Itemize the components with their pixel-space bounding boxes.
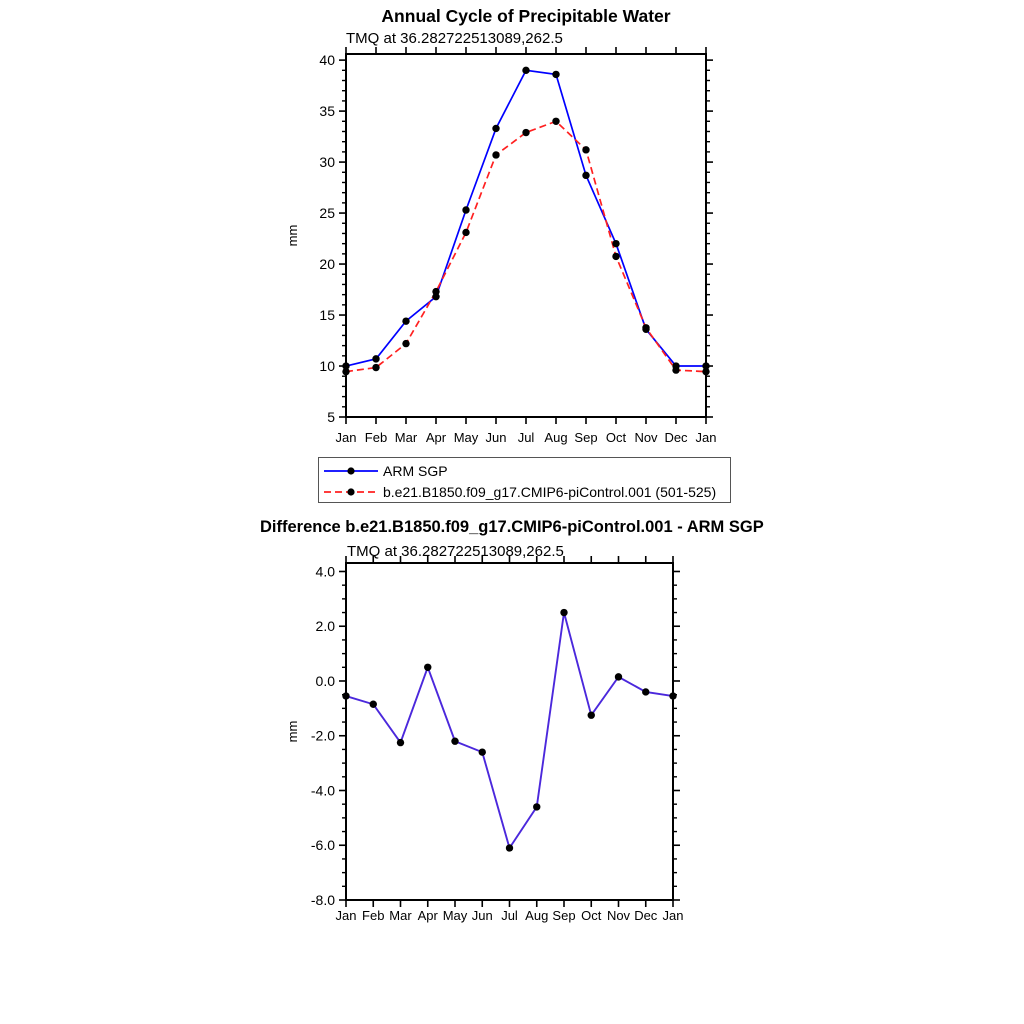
y-tick-label: 40 — [319, 52, 335, 69]
x-tick-label: Oct — [605, 430, 627, 445]
x-tick-label: Jan — [335, 430, 357, 445]
x-tick-label: Nov — [634, 430, 658, 445]
x-tick-label: Apr — [425, 430, 447, 445]
x-tick-label: Jul — [501, 908, 518, 923]
data-point-marker — [462, 206, 469, 213]
legend-line-sample-dashed — [322, 484, 380, 500]
x-tick-label: Jan — [335, 908, 357, 923]
x-tick-label: Oct — [581, 908, 602, 923]
x-tick-label: Sep — [574, 430, 598, 445]
x-tick-label: May — [453, 430, 479, 445]
y-tick-label: 5 — [327, 408, 335, 425]
difference-chart-subtitle: TMQ at 36.282722513089,262.5 — [347, 543, 564, 560]
data-point-marker — [560, 609, 567, 616]
y-tick-label: 0.0 — [315, 672, 335, 689]
x-tick-label: Mar — [389, 908, 412, 923]
data-point-marker — [342, 692, 349, 699]
data-point-marker — [612, 253, 619, 260]
legend-line-sample-solid — [322, 463, 380, 479]
data-point-marker — [424, 664, 431, 671]
y-tick-label: 4.0 — [315, 563, 335, 580]
data-point-marker — [432, 288, 439, 295]
y-tick-label: -8.0 — [310, 891, 335, 908]
data-point-marker — [370, 701, 377, 708]
x-tick-label: Feb — [362, 908, 385, 923]
x-tick-label: Mar — [394, 430, 418, 445]
data-point-marker — [506, 844, 513, 851]
legend-box — [318, 457, 731, 503]
data-point-marker — [451, 738, 458, 745]
data-point-marker — [582, 146, 589, 153]
legend-marker-dot — [347, 467, 354, 474]
legend-entry-model — [322, 481, 730, 502]
data-point-marker — [612, 240, 619, 247]
data-point-marker — [702, 368, 709, 375]
data-point-marker — [522, 67, 529, 74]
x-tick-label: Jul — [517, 430, 535, 445]
data-point-marker — [669, 692, 676, 699]
series-line-0 — [346, 70, 706, 366]
plot-border — [346, 54, 706, 417]
data-point-marker — [642, 324, 649, 331]
chart-1 — [285, 556, 683, 923]
y-tick-label: -4.0 — [310, 782, 335, 799]
x-tick-label: Jun — [485, 430, 507, 445]
y-tick-label: -2.0 — [310, 727, 335, 744]
x-tick-label: Nov — [606, 908, 631, 923]
data-point-marker — [402, 317, 409, 324]
y-tick-label: -6.0 — [310, 837, 335, 854]
legend-label: ARM SGP — [383, 462, 448, 479]
x-tick-label: Dec — [634, 908, 658, 923]
data-point-marker — [397, 739, 404, 746]
series-line-0 — [346, 613, 673, 848]
data-point-marker — [342, 368, 349, 375]
x-tick-label: Aug — [544, 430, 568, 445]
data-point-marker — [372, 364, 379, 371]
y-tick-label: 15 — [319, 306, 335, 323]
data-point-marker — [402, 340, 409, 347]
data-point-marker — [533, 803, 540, 810]
data-point-marker — [372, 355, 379, 362]
data-point-marker — [672, 366, 679, 373]
data-point-marker — [479, 748, 486, 755]
y-tick-label: 20 — [319, 255, 335, 272]
x-tick-label: Jun — [471, 908, 493, 923]
y-tick-label: 10 — [319, 357, 335, 374]
y-axis-label: mm — [285, 720, 300, 743]
data-point-marker — [588, 712, 595, 719]
top-chart-title: Annual Cycle of Precipitable Water — [381, 6, 671, 26]
data-point-marker — [492, 125, 499, 132]
series-line-1 — [346, 121, 706, 371]
legend-label: b.e21.B1850.f09_g17.CMIP6-piControl.001 (501-525) — [383, 483, 717, 500]
legend-marker-dot — [347, 488, 354, 495]
x-tick-label: May — [442, 908, 468, 923]
data-point-marker — [522, 129, 529, 136]
y-tick-label: 30 — [319, 153, 335, 170]
difference-chart-title: Difference b.e21.B1850.f09_g17.CMIP6-piControl.001 - ARM SGP — [260, 518, 764, 536]
y-tick-label: 35 — [319, 103, 335, 120]
data-point-marker — [492, 151, 499, 158]
data-point-marker — [552, 71, 559, 78]
data-point-marker — [552, 118, 559, 125]
data-point-marker — [582, 172, 589, 179]
y-axis-label: mm — [285, 224, 300, 247]
x-tick-label: Sep — [552, 908, 576, 923]
x-tick-label: Dec — [664, 430, 688, 445]
x-tick-label: Apr — [417, 908, 438, 923]
data-point-marker — [615, 673, 622, 680]
x-tick-label: Feb — [364, 430, 388, 445]
legend-entry-arm-sgp — [322, 460, 730, 481]
y-tick-label: 2.0 — [315, 618, 335, 635]
data-point-marker — [642, 688, 649, 695]
x-tick-label: Jan — [695, 430, 717, 445]
y-tick-label: 25 — [319, 204, 335, 221]
x-tick-label: Jan — [662, 908, 684, 923]
x-tick-label: Aug — [525, 908, 549, 923]
top-chart-subtitle: TMQ at 36.282722513089,262.5 — [346, 30, 563, 47]
chart-0 — [285, 47, 716, 445]
data-point-marker — [462, 229, 469, 236]
